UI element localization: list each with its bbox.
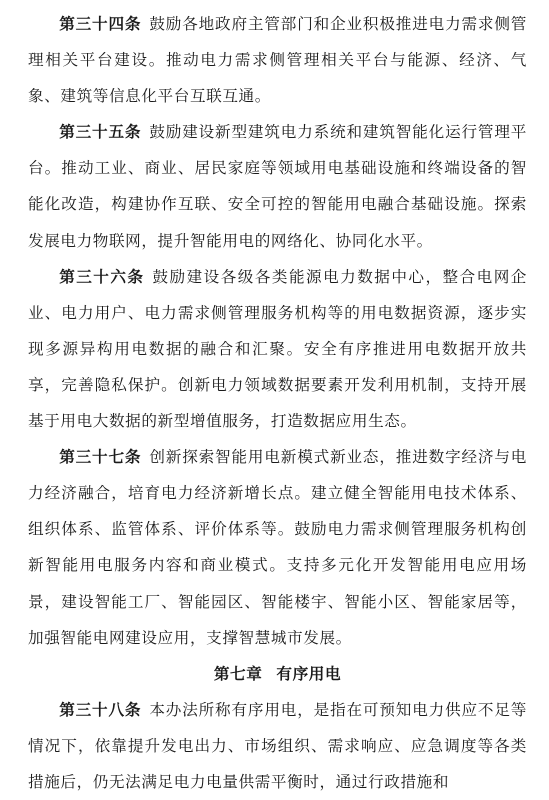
article-36: [28, 259, 527, 439]
article-34: [28, 6, 527, 114]
article-number: 第三十八条: [59, 700, 142, 719]
article-38: [28, 692, 527, 800]
article-number: 第三十七条: [59, 448, 142, 467]
article-37: [28, 439, 527, 656]
chapter-number: 第七章: [213, 664, 263, 683]
article-text: 创新探索智能用电新模式新业态，推进数字经济与电力经济融合，培育电力经济新增长点。建立健全智能用电技术体系、组织体系、监管体系、评价体系等。鼓励电力需求侧管理服务机构创新智能用电服务内容和商业模式。支持多元化开发智能用电应用场景，建设智能工厂、智能园区、智能楼宇、智能小区、智能家居等，加强智能电网建设应用，支撑智慧城市发展。: [28, 448, 527, 647]
article-text: 本办法所称有序用电，是指在可预知电力供应不足等情况下，依靠提升发电出力、市场组织、需求响应、应急调度等各类措施后，仍无法满足电力电量供需平衡时，通过行政措施和: [28, 700, 527, 791]
chapter-title: 有序用电: [276, 664, 342, 683]
article-text: 鼓励各地政府主管部门和企业积极推进电力需求侧管理相关平台建设。推动电力需求侧管理相关平台与能源、经济、气象、建筑等信息化平台互联互通。: [28, 15, 527, 106]
article-text: 鼓励建设新型建筑电力系统和建筑智能化运行管理平台。推动工业、商业、居民家庭等领域用电基础设施和终端设备的智能化改造，构建协作互联、安全可控的智能用电融合基础设施。探索发展电力物联网，提升智能用电的网络化、协同化水平。: [28, 123, 527, 250]
article-number: 第三十四条: [59, 15, 142, 33]
article-number: 第三十六条: [59, 267, 145, 286]
article-35: [28, 114, 527, 258]
chapter-heading: [28, 656, 527, 692]
article-number: 第三十五条: [59, 123, 142, 142]
article-text: 鼓励建设各级各类能源电力数据中心，整合电网企业、电力用户、电力需求侧管理服务机构等的用电数据资源，逐步实现多源异构用电数据的融合和汇聚。安全有序推进用电数据开放共享，完善隐私保护。创新电力领域数据要素开发利用机制，支持开展基于用电大数据的新型增值服务，打造数据应用生态。: [28, 267, 527, 431]
